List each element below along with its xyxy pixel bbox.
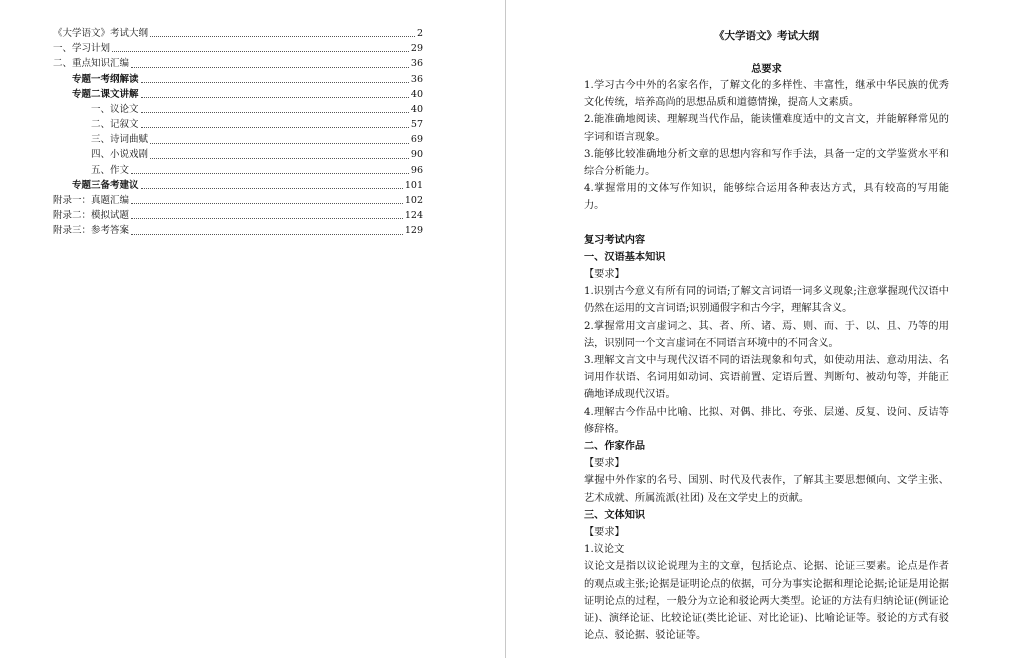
toc-entry[interactable]	[53, 208, 423, 223]
toc-entry-page: 102	[404, 195, 423, 207]
toc-entry-label: 二、重点知识汇编	[53, 58, 130, 70]
general-item: 3.能够比较准确地分析文章的思想内容和写作手法，具备一定的文学鉴赏水平和综合分析能力。	[584, 148, 949, 178]
toc-entry-label: 一、议论文	[91, 103, 139, 115]
toc-entry-page: 40	[410, 88, 423, 100]
toc-leader-dots	[150, 36, 415, 37]
toc-entry-label: 附录三：参考答案	[53, 225, 130, 237]
toc-entry-label: 一、学习计划	[53, 43, 111, 55]
right-page	[507, 0, 1017, 658]
toc-leader-dots	[131, 67, 409, 68]
toc-entry-label: 三、诗词曲赋	[91, 134, 149, 146]
toc-entry-label: 二、记叙文	[91, 119, 139, 131]
section-heading-genre-knowledge: 三、文体知识	[584, 508, 646, 521]
toc-leader-dots	[141, 112, 409, 113]
toc-entry[interactable]	[53, 56, 423, 71]
review-content-heading: 复习考试内容	[584, 233, 646, 246]
toc-entry-page: 29	[410, 43, 423, 55]
toc-entry-label: 五、作文	[91, 164, 130, 176]
toc-entry[interactable]	[53, 132, 423, 147]
toc-entry-page: 2	[416, 27, 423, 39]
toc-entry-label: 专题一考纲解读	[72, 73, 139, 85]
section-item: 1.识别古今意义有所有同的词语;了解文言词语一词多义现象;注意掌握现代汉语中仍然在运用的文言词语;识别通假字和古今字，理解其含义。	[584, 286, 949, 315]
toc-leader-dots	[141, 127, 409, 128]
toc-leader-dots	[131, 218, 403, 219]
general-requirements-heading: 总要求	[751, 63, 782, 75]
toc-entry-page: 40	[410, 103, 423, 115]
toc-entry[interactable]	[53, 223, 423, 238]
toc-entry-page: 69	[410, 134, 423, 146]
section-heading-authors-works: 二、作家作品	[584, 440, 646, 453]
toc-entry-page: 90	[410, 149, 423, 161]
toc-entry-label: 附录二：模拟试题	[53, 210, 130, 222]
toc-entry-label: 专题二课文讲解	[72, 88, 139, 100]
syllabus-content	[584, 28, 949, 644]
toc-entry-page: 124	[404, 210, 423, 222]
requirement-label: 【要求】	[584, 526, 625, 538]
page-divider	[505, 0, 506, 658]
toc-entry-label: 附录一：真题汇编	[53, 195, 130, 207]
toc-entry[interactable]	[53, 41, 423, 56]
toc-leader-dots	[141, 188, 403, 189]
left-page	[0, 0, 505, 658]
subsection-title: 1.议论文	[584, 544, 625, 556]
toc-leader-dots	[112, 51, 409, 52]
toc-leader-dots	[141, 82, 409, 83]
toc-entry-page: 96	[410, 164, 423, 176]
toc-entry-page: 57	[410, 119, 423, 131]
requirement-label: 【要求】	[584, 458, 625, 470]
toc-leader-dots	[131, 203, 403, 204]
toc-leader-dots	[131, 173, 409, 174]
general-item: 1.学习古今中外的名家名作，了解文化的多样性、丰富性，继承中华民族的优秀文化传统，培养高尚的思想品质和道德情操，提高人文素质。	[584, 80, 949, 109]
toc-entry[interactable]	[53, 117, 423, 132]
section-heading-language-basics: 一、汉语基本知识	[584, 250, 666, 263]
blank-line	[584, 215, 949, 232]
section-paragraph: 议论文是指以议论说理为主的文章，包括论点、论据、论证三要素。论点是作者的观点或主张;论据是证明论点的依据，可分为事实论据和理论论据;论证是用论据证明论点的过程，一般分为立论和驳论两大类型。论证的方法有归纳论证(例证论证)、演绎论证、比较论证(类比论证、对比论证)、比喻论证等。驳论的方式有驳论点、驳论据、驳论证等。	[584, 561, 949, 642]
toc-entry[interactable]	[53, 163, 423, 178]
section-item: 4.理解古今作品中比喻、比拟、对偶、排比、夸张、层递、反复、设问、反诘等修辞格。	[584, 406, 949, 435]
toc-leader-dots	[131, 234, 403, 235]
section-paragraph: 掌握中外作家的名号、国别、时代及代表作，了解其主要思想倾向、文学主张、艺术成就、所属流派(社团) 及在文学史上的贡献。	[584, 475, 949, 504]
toc-entry[interactable]	[53, 178, 423, 193]
general-item: 4.掌握常用的文体写作知识，能够综合运用各种表达方式，具有较高的写用能力。	[584, 183, 949, 212]
toc-entry-page: 36	[410, 58, 423, 70]
toc-entry-page: 36	[410, 73, 423, 85]
toc-leader-dots	[141, 97, 409, 98]
toc-entry-label: 《大学语文》考试大纲	[53, 27, 149, 39]
toc-leader-dots	[150, 143, 409, 144]
section-item: 2.掌握常用文言虚词之、其、者、所、诸、焉、则、而、于、以、且、乃等的用法，识别同一个文言虚词在不同语言环境中的不同含义。	[584, 320, 949, 349]
general-item: 2.能准确地阅读、理解现当代作品，能读懂难度适中的文言文，并能解释常见的字词和语言现象。	[584, 114, 949, 143]
document-title: 《大学语文》考试大纲	[714, 30, 819, 42]
toc-entry[interactable]	[53, 102, 423, 117]
table-of-contents	[53, 26, 423, 239]
toc-entry[interactable]	[53, 87, 423, 102]
toc-entry[interactable]	[53, 72, 423, 87]
requirement-label: 【要求】	[584, 269, 625, 280]
toc-entry[interactable]	[53, 148, 423, 163]
toc-entry-page: 129	[404, 225, 423, 237]
toc-entry[interactable]	[53, 26, 423, 41]
toc-leader-dots	[150, 158, 409, 159]
toc-entry-label: 四、小说戏剧	[91, 149, 149, 161]
toc-entry[interactable]	[53, 193, 423, 208]
section-item: 3.理解文言文中与现代汉语不同的语法现象和句式，如使动用法、意动用法、名词用作状语、名词用如动词、宾语前置、定语后置、判断句、被动句等，并能正确地译成现代汉语。	[584, 355, 949, 401]
toc-entry-label: 专题三备考建议	[72, 179, 139, 191]
toc-entry-page: 101	[404, 179, 423, 191]
